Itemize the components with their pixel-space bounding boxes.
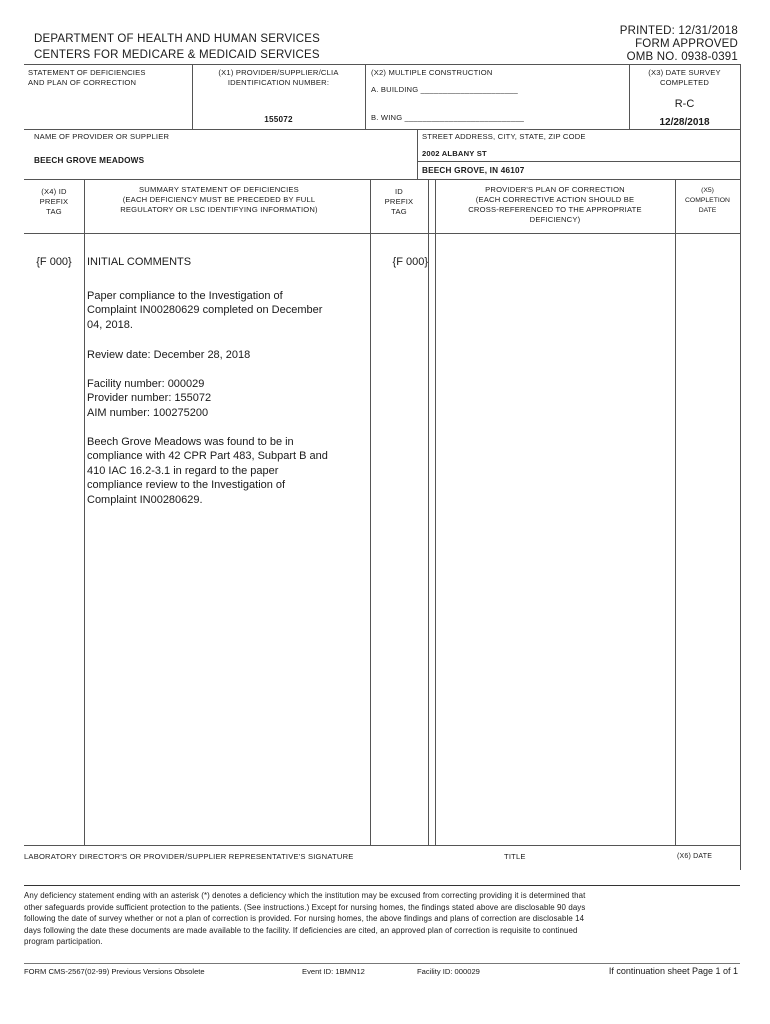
form-approved: FORM APPROVED	[635, 38, 738, 50]
col-divider-2	[370, 179, 371, 845]
completion-header: (X5) COMPLETION DATE	[685, 187, 730, 214]
form-rule-2	[24, 129, 740, 130]
x2-label: (X2) MULTIPLE CONSTRUCTION	[371, 68, 493, 77]
address-label: STREET ADDRESS, CITY, STATE, ZIP CODE	[422, 132, 586, 141]
city-state-zip: BEECH GROVE, IN 46107	[422, 166, 525, 175]
footer-rule	[24, 963, 740, 964]
facility-id: Facility ID: 000029	[417, 967, 480, 976]
x1-label: (X1) PROVIDER/SUPPLIER/CLIA IDENTIFICATION NUMBER:	[218, 68, 339, 87]
deficiency-tag: {F 000}	[36, 256, 72, 268]
title-label: TITLE	[504, 852, 526, 861]
id-prefix-header: ID PREFIX TAG	[384, 187, 414, 216]
form-number: FORM CMS-2567(02-99) Previous Versions Obsolete	[24, 967, 205, 976]
form-top-rule	[24, 64, 740, 65]
disclaimer-rule	[24, 885, 740, 886]
survey-date: 12/28/2018	[659, 117, 710, 128]
provider-name: BEECH GROVE MEADOWS	[34, 156, 145, 165]
street-address: 2002 ALBANY ST	[422, 149, 487, 158]
compliance-paragraph: Paper compliance to the Investigation of Complaint IN00280629 completed on December 04, 2018.	[87, 290, 323, 331]
col-divider-1	[84, 179, 85, 845]
x4-header: (X4) ID PREFIX TAG	[39, 187, 69, 216]
omb-number: OMB NO. 0938-0391	[626, 51, 738, 63]
survey-code: R-C	[674, 98, 695, 110]
address-rule	[417, 161, 740, 162]
signature-label: LABORATORY DIRECTOR'S OR PROVIDER/SUPPLIER REPRESENTATIVE'S SIGNATURE	[24, 852, 354, 861]
building-label: A. BUILDING ______________________	[371, 85, 518, 94]
continuation-sheet: If continuation sheet Page 1 of 1	[608, 966, 738, 976]
event-id: Event ID: 1BMN12	[302, 967, 365, 976]
summary-header: SUMMARY STATEMENT OF DEFICIENCIES (EACH DEFICIENCY MUST BE PRECEDED BY FULL REGULATORY OR LSC IDENTIFYING INFORMATION)	[120, 185, 318, 214]
wing-label: B. WING ___________________________	[371, 113, 525, 122]
signature-date-label: (X6) DATE	[677, 853, 713, 860]
col-divider-5	[675, 179, 676, 845]
disclaimer-text: Any deficiency statement ending with an asterisk (*) denotes a deficiency which the institution may be excused from correcting providing it is determined that other safeguards provide sufficient protection to the patients. (See instructions.) Except for nursing homes, the findings stated above are disclosable 90 days following the date of survey whether or not a plan of correction is provided. For nursing homes, the above findings and plans of correction are disclosable 14 days following the date these documents are made available to the facility. If deficiencies are cited, an approved plan of correction is requisite to continued program participation.	[24, 891, 586, 947]
printed-date: PRINTED: 12/31/2018	[619, 25, 738, 37]
form-right-border	[740, 64, 741, 870]
signature-top-rule	[24, 845, 740, 846]
form-rule-3	[24, 179, 740, 180]
col-divider-3	[428, 179, 429, 845]
review-date: Review date: December 28, 2018	[87, 349, 251, 361]
provider-name-label: NAME OF PROVIDER OR SUPPLIER	[34, 132, 170, 141]
statement-label: STATEMENT OF DEFICIENCIES AND PLAN OF CORRECTION	[28, 68, 146, 87]
findings-paragraph: Beech Grove Meadows was found to be in compliance with 42 CPR Part 483, Subpart B and 410 IAC 16.2-3.1 in regard to the paper compliance review to the Investigation of Complaint IN00280629.	[87, 436, 328, 506]
initial-comments-title: INITIAL COMMENTS	[87, 256, 192, 268]
agency-line-2: CENTERS FOR MEDICARE & MEDICAID SERVICES	[34, 49, 320, 61]
divider-address	[417, 129, 418, 179]
plan-tag: {F 000}	[392, 256, 428, 268]
facility-identifiers: Facility number: 000029 Provider number: 155072 AIM number: 100275200	[87, 378, 212, 419]
divider-x2	[365, 64, 366, 129]
col-divider-4	[435, 179, 436, 845]
provider-id: 155072	[264, 115, 293, 124]
form-rule-4	[24, 233, 740, 234]
plan-header: PROVIDER'S PLAN OF CORRECTION (EACH CORRECTIVE ACTION SHOULD BE CROSS-REFERENCED TO THE APPROPRIATE DEFICIENCY)	[468, 185, 642, 224]
x3-label: (X3) DATE SURVEY COMPLETED	[648, 68, 721, 87]
agency-line-1: DEPARTMENT OF HEALTH AND HUMAN SERVICES	[34, 33, 320, 45]
